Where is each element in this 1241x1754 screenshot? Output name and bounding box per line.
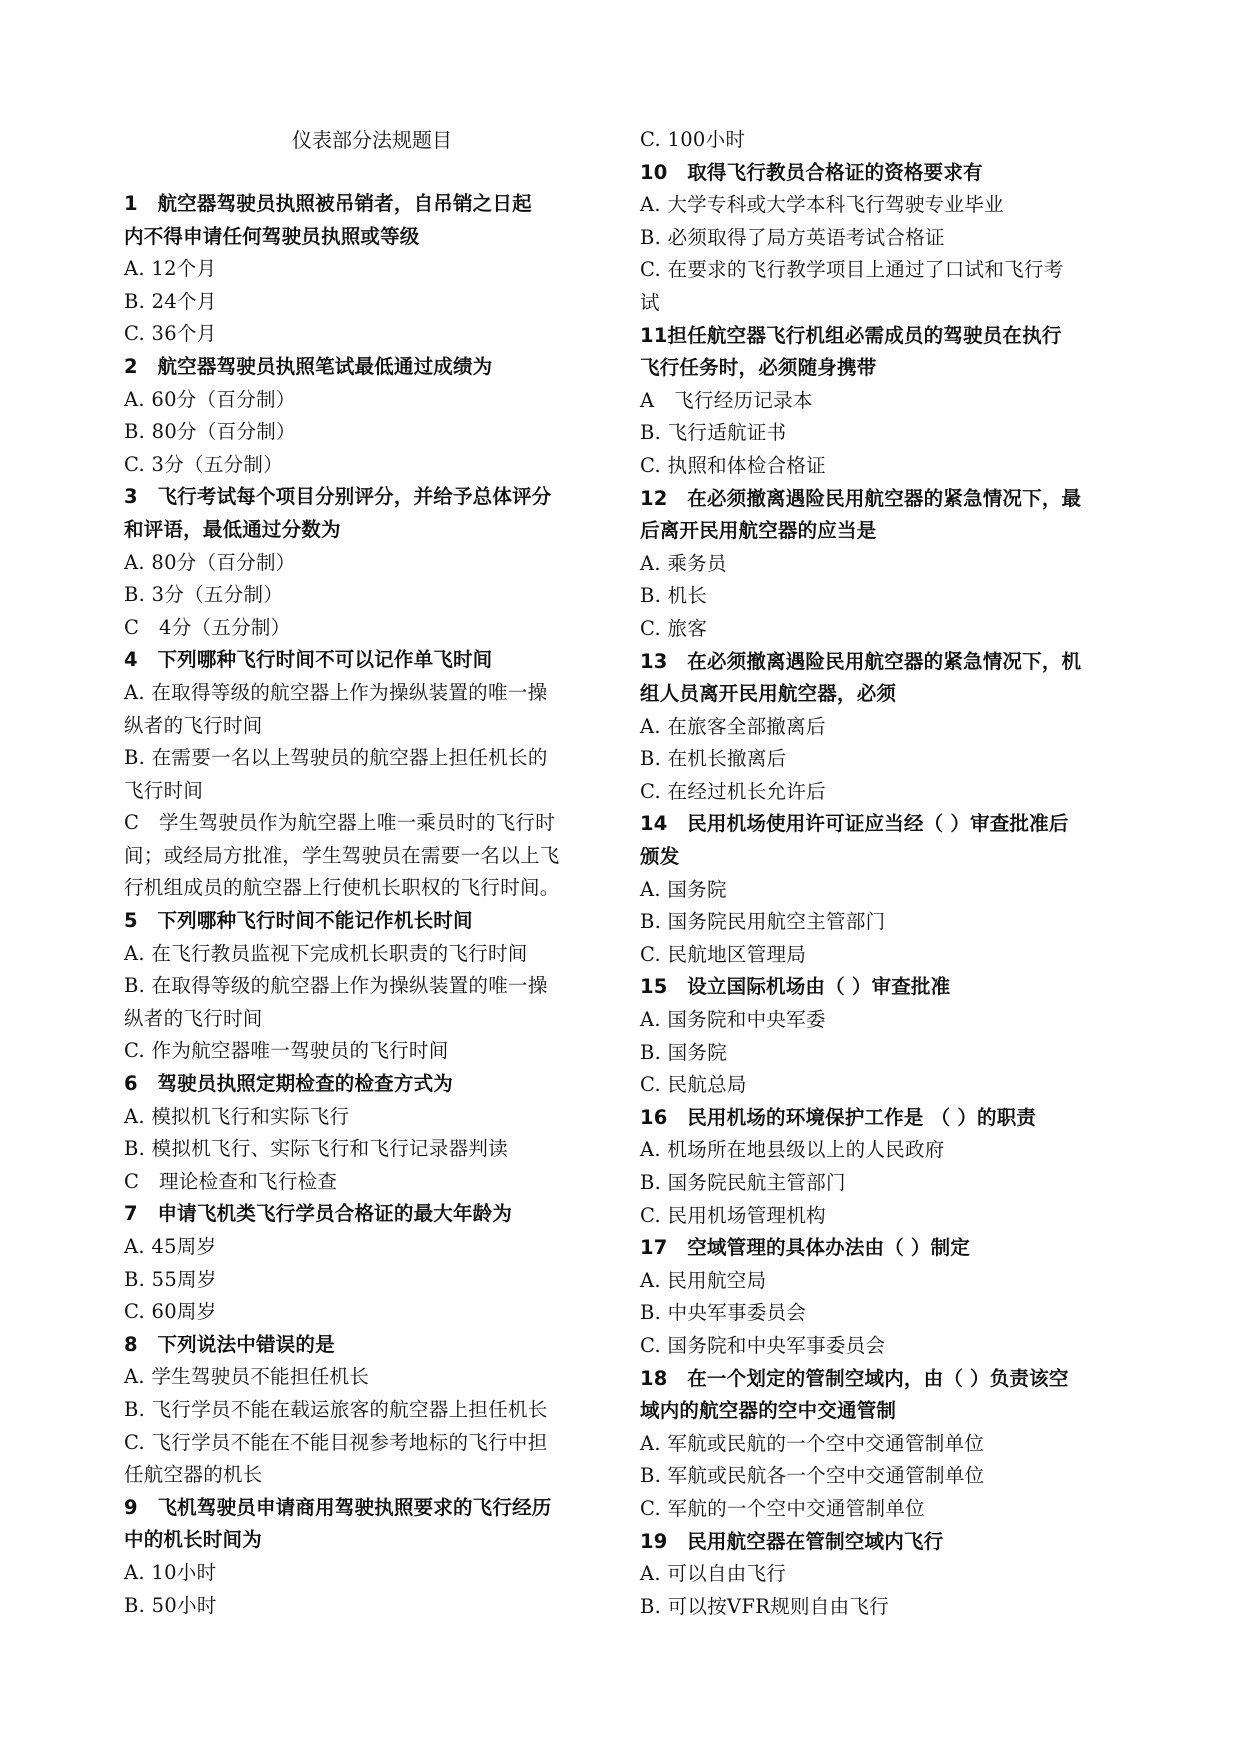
question-text-line: 15 设立国际机场由（ ）审查批准 [640, 975, 951, 999]
answer-option-line: C. 执照和体检合格证 [640, 453, 826, 477]
answer-option-line: B. 国务院 [640, 1040, 728, 1064]
answer-option-line: A. 45周岁 [124, 1235, 217, 1258]
question-text-line: 8 下列说法中错误的是 [124, 1332, 335, 1356]
answer-option-line: C. 民航地区管理局 [640, 942, 807, 966]
answer-option-line: 试 [640, 290, 660, 314]
question-text-line: 17 空域管理的具体办法由（ ）制定 [640, 1236, 971, 1260]
answer-option-line: B. 国务院民航主管部门 [640, 1171, 846, 1194]
answer-option-line: A. 模拟机飞行和实际飞行 [124, 1104, 350, 1128]
answer-option-line: 任航空器的机长 [124, 1463, 263, 1487]
answer-option-line: B. 50小时 [124, 1593, 217, 1617]
question-text-line: 3 飞行考试每个项目分别评分，并给予总体评分 [124, 485, 552, 509]
question-text-line: 4 下列哪种飞行时间不可以记作单飞时间 [124, 648, 493, 672]
answer-option-line: B. 3分（五分制） [124, 583, 284, 607]
answer-option-line: B. 飞行适航证书 [640, 421, 787, 445]
answer-option-line: C. 军航的一个空中交通管制单位 [640, 1496, 925, 1520]
question-text-line: 12 在必须撤离遇险民用航空器的紧急情况下，最 [640, 486, 1082, 510]
question-text-line: 14 民用机场使用许可证应当经（ ）审查批准后 [640, 812, 1069, 836]
answer-option-line: C. 民用机场管理机构 [640, 1203, 826, 1227]
question-text-line: 1 航空器驾驶员执照被吊销者，自吊销之日起 [124, 192, 532, 215]
answer-option-line: B. 24个月 [124, 289, 217, 313]
answer-option-line: A. 学生驾驶员不能担任机长 [124, 1365, 370, 1389]
answer-option-line: A. 12个月 [124, 257, 217, 281]
answer-option-line: C 学生驾驶员作为航空器上唯一乘员时的飞行时 [124, 811, 556, 835]
answer-option-line: A. 机场所在地县级以上的人民政府 [640, 1138, 945, 1162]
question-text-line: 颁发 [640, 845, 680, 869]
answer-option-line: A. 国务院和中央军委 [640, 1008, 826, 1032]
answer-option-line: C. 3分（五分制） [124, 452, 284, 476]
answer-option-line: A. 在旅客全部撤离后 [640, 714, 826, 738]
answer-option-line: A. 10小时 [124, 1560, 217, 1584]
answer-option-line: C. 在要求的飞行教学项目上通过了口试和飞行考 [640, 258, 1064, 282]
answer-option-line: A. 在取得等级的航空器上作为操纵装置的唯一操 [124, 680, 548, 704]
page-title: 仪表部分法规题目 [292, 128, 452, 152]
answer-option-line: A 飞行经历记录本 [640, 388, 813, 412]
title-spacer [124, 156, 644, 188]
answer-option-line: B. 55周岁 [124, 1267, 217, 1291]
question-text-line: 10 取得飞行教员合格证的资格要求有 [640, 160, 983, 184]
answer-option-line: B. 机长 [640, 584, 708, 608]
answer-option-line: B. 可以按VFR规则自由飞行 [640, 1594, 890, 1618]
answer-option-line: A. 80分（百分制） [124, 550, 296, 574]
question-text-line: 11担任航空器飞行机组必需成员的驾驶员在执行 [640, 323, 1062, 347]
question-text-line: 飞行任务时，必须随身携带 [640, 356, 877, 380]
answer-option-line: C. 飞行学员不能在不能目视参考地标的飞行中担 [124, 1430, 548, 1454]
answer-option-line: C 理论检查和飞行检查 [124, 1169, 338, 1193]
left-column [124, 124, 644, 1622]
answer-option-line: C. 100小时 [640, 128, 746, 151]
answer-option-line: B. 国务院民用航空主管部门 [640, 910, 886, 934]
answer-option-line: B. 中央军事委员会 [640, 1301, 807, 1325]
answer-option-line: A. 军航或民航的一个空中交通管制单位 [640, 1431, 985, 1455]
question-text-line: 组人员离开民用航空器，必须 [640, 682, 897, 706]
question-text-line: 5 下列哪种飞行时间不能记作机长时间 [124, 909, 473, 933]
answer-option-line: A. 在飞行教员监视下完成机长职责的飞行时间 [124, 941, 528, 965]
answer-option-line: C. 旅客 [640, 616, 708, 640]
question-text-line: 16 民用机场的环境保护工作是 （ ）的职责 [640, 1105, 1037, 1129]
answer-option-line: A. 60分（百分制） [124, 387, 296, 411]
answer-option-line: C. 作为航空器唯一驾驶员的飞行时间 [124, 1039, 449, 1063]
answer-option-line: B. 必须取得了局方英语考试合格证 [640, 225, 945, 249]
answer-option-line: C. 国务院和中央军事委员会 [640, 1333, 886, 1357]
answer-option-line: C 4分（五分制） [124, 615, 291, 639]
answer-option-line: A. 乘务员 [640, 551, 727, 575]
answer-option-line: 纵者的飞行时间 [124, 1006, 263, 1030]
answer-option-line: B. 在取得等级的航空器上作为操纵装置的唯一操 [124, 974, 548, 998]
right-column [640, 124, 1160, 1623]
answer-option-line: B. 80分（百分制） [124, 420, 296, 444]
answer-option-line: B. 在需要一名以上驾驶员的航空器上担任机长的 [124, 746, 548, 770]
question-text-line: 13 在必须撤离遇险民用航空器的紧急情况下，机 [640, 649, 1082, 673]
answer-option-line: B. 在机长撤离后 [640, 747, 787, 771]
answer-option-line: B. 飞行学员不能在载运旅客的航空器上担任机长 [124, 1397, 548, 1421]
question-text-line: 后离开民用航空器的应当是 [640, 519, 877, 543]
answer-option-line: C. 36个月 [124, 322, 217, 346]
answer-option-line: 间；或经局方批准，学生驾驶员在需要一名以上飞 [124, 843, 560, 867]
question-text-line: 6 驾驶员执照定期检查的检查方式为 [124, 1072, 453, 1096]
question-text-line: 9 飞机驾驶员申请商用驾驶执照要求的飞行经历 [124, 1495, 552, 1519]
answer-option-line: A. 国务院 [640, 877, 727, 901]
answer-option-line: A. 可以自由飞行 [640, 1562, 787, 1586]
answer-option-line: 行机组成员的航空器上行使机长职权的飞行时间。 [124, 876, 560, 900]
question-text-line: 18 在一个划定的管制空域内，由（ ）负责该空 [640, 1366, 1069, 1390]
answer-option-line: A. 大学专科或大学本科飞行驾驶专业毕业 [640, 193, 1004, 217]
question-text-line: 7 申请飞机类飞行学员合格证的最大年龄为 [124, 1202, 513, 1226]
answer-option-line: B. 军航或民航各一个空中交通管制单位 [640, 1464, 985, 1488]
question-text-line: 内不得申请任何驾驶员执照或等级 [124, 224, 420, 248]
answer-option-line: 飞行时间 [124, 778, 204, 802]
answer-option-line: 纵者的飞行时间 [124, 713, 263, 737]
answer-option-line: B. 模拟机飞行、实际飞行和飞行记录器判读 [124, 1137, 509, 1161]
question-text-line: 19 民用航空器在管制空域内飞行 [640, 1529, 944, 1553]
answer-option-line: C. 60周岁 [124, 1300, 217, 1324]
answer-option-line: C. 在经过机长允许后 [640, 779, 826, 803]
answer-option-line: C. 民航总局 [640, 1073, 747, 1097]
question-text-line: 2 航空器驾驶员执照笔试最低通过成绩为 [124, 354, 493, 378]
question-text-line: 域内的航空器的空中交通管制 [640, 1399, 897, 1423]
question-text-line: 和评语，最低通过分数为 [124, 517, 341, 541]
question-text-line: 中的机长时间为 [124, 1528, 262, 1552]
answer-option-line: A. 民用航空局 [640, 1268, 767, 1292]
